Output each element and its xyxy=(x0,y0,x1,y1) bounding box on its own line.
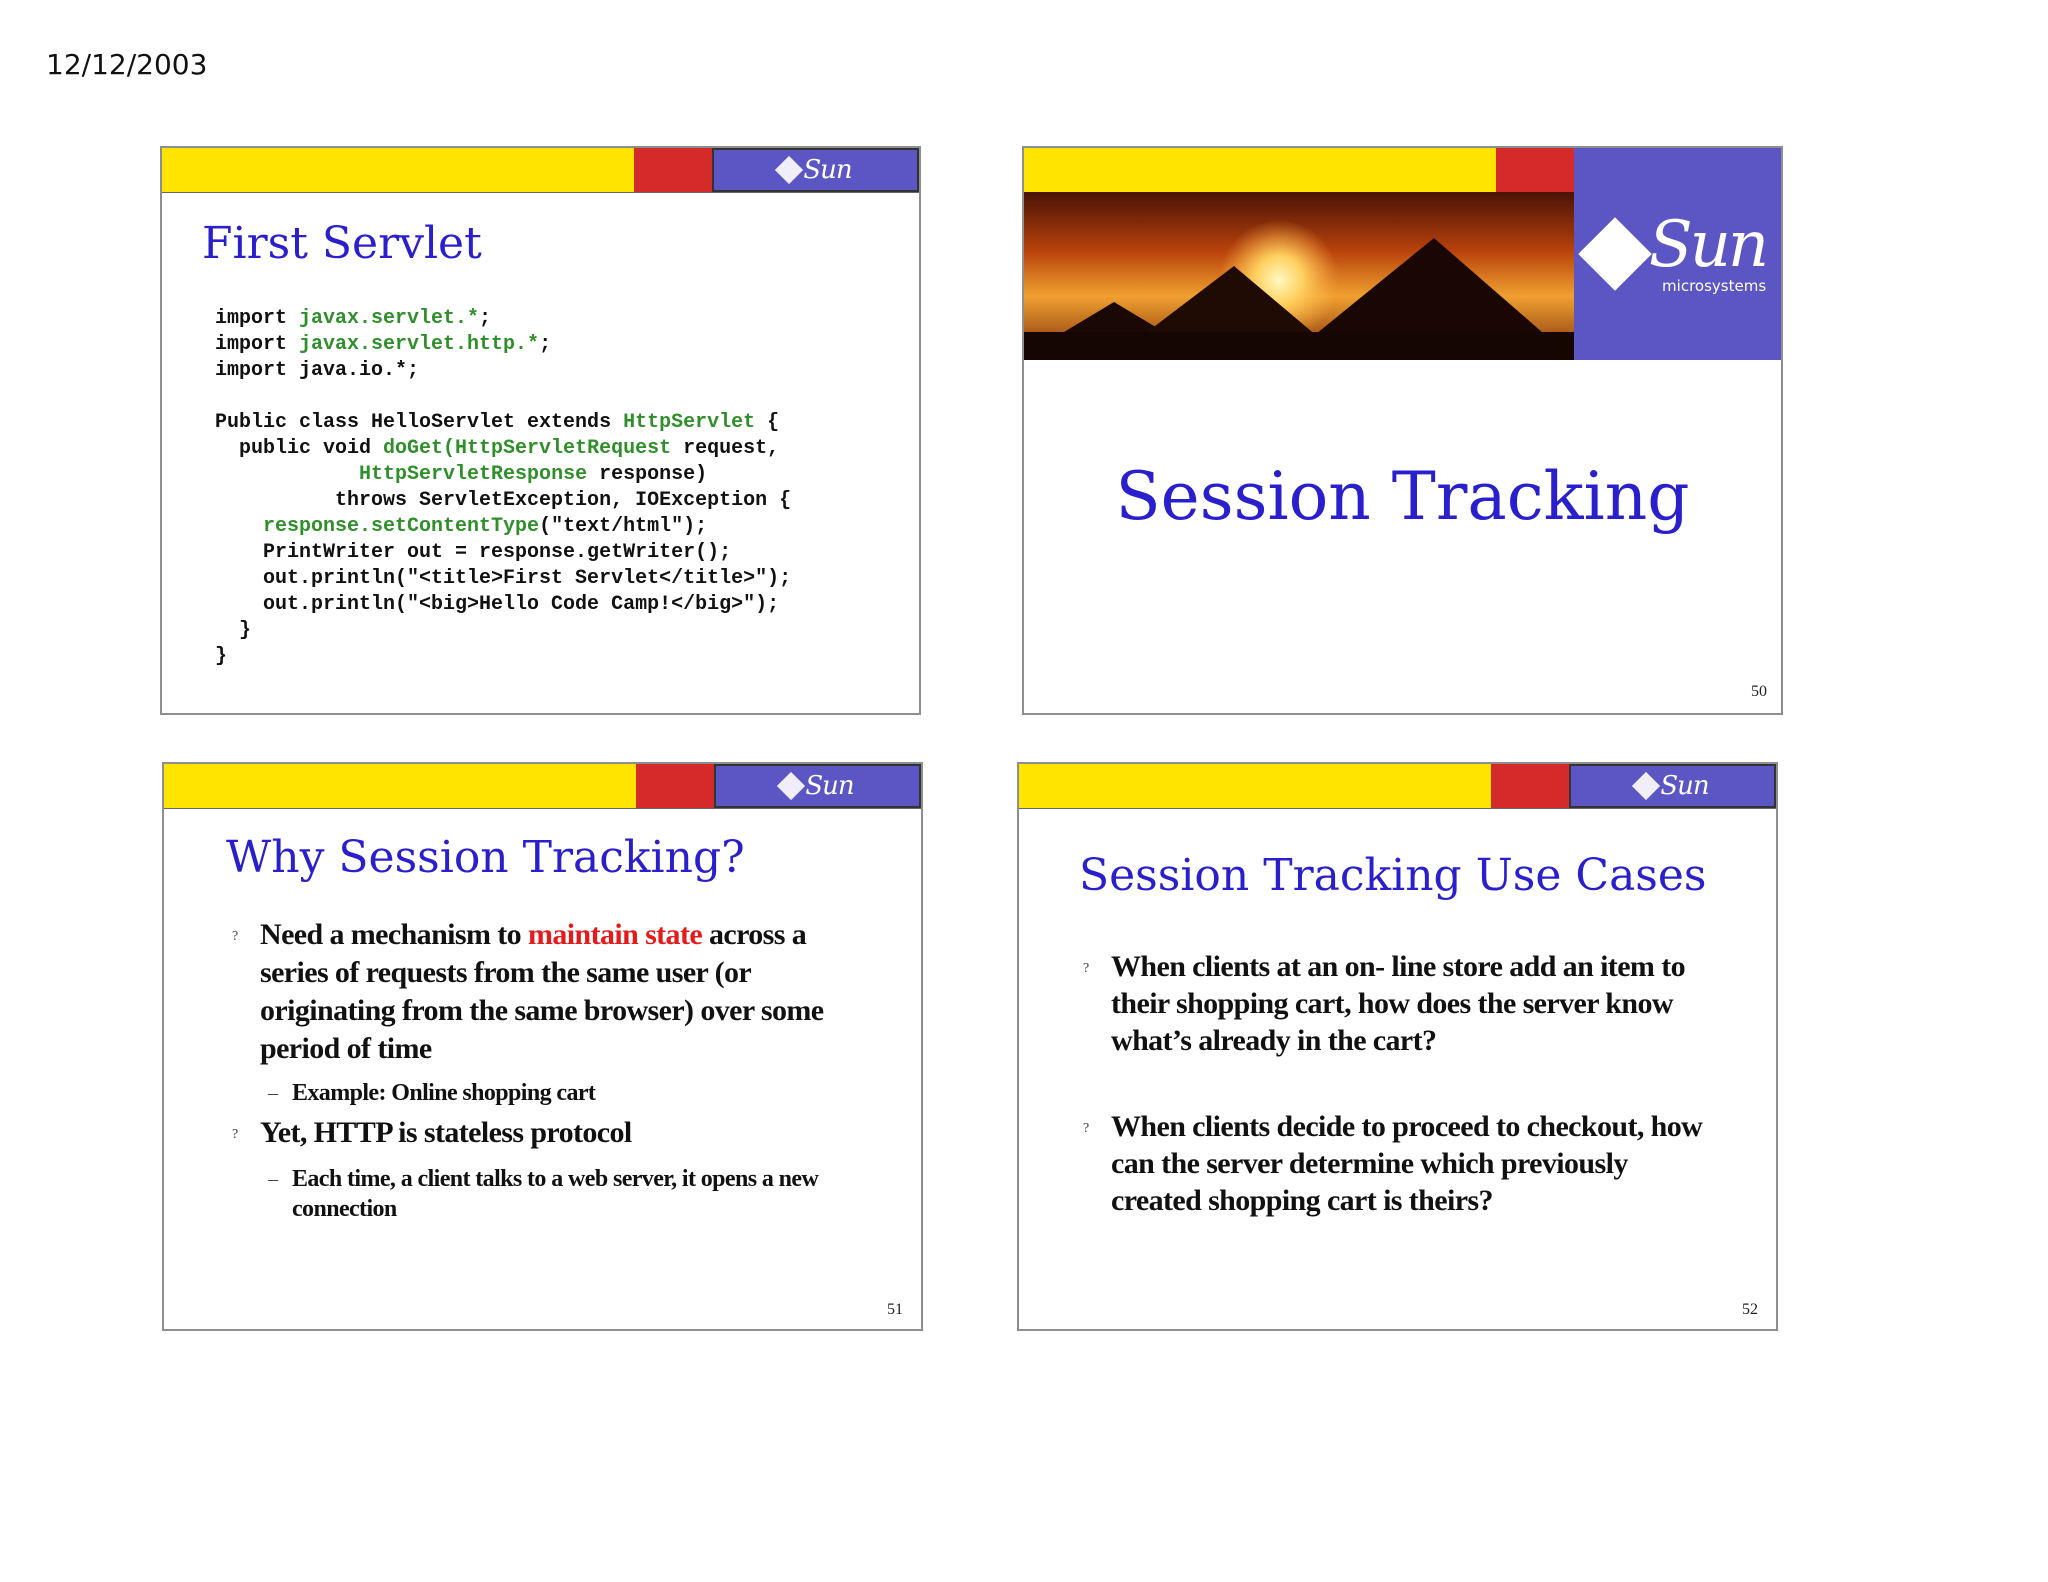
slide-title: Why Session Tracking? xyxy=(226,832,745,883)
highlight-text: maintain state xyxy=(527,918,703,951)
sun-logo-icon: Sun xyxy=(1636,771,1708,801)
slide-header-bar xyxy=(1019,764,1776,809)
page-number: 52 xyxy=(1742,1301,1758,1318)
slide-use-cases xyxy=(1017,762,1778,1331)
slide-title: Session Tracking xyxy=(1115,458,1690,535)
header-date: 12/12/2003 xyxy=(46,48,208,81)
code-line: PrintWriter out = response.getWriter(); xyxy=(215,541,732,564)
code-line: out.println("<big>Hello Code Camp!</big>"); xyxy=(215,593,780,616)
code-line: } xyxy=(215,619,252,642)
slide-first-servlet xyxy=(160,146,921,715)
slide-why-session-tracking xyxy=(162,762,923,1331)
bullet-maintain-state: ? Need a mechanism to maintain state across a series of requests from the same user (or originating from the same browser) over some period of time xyxy=(232,918,824,1065)
code-line: response.setContentType("text/html"); xyxy=(263,515,708,538)
pyramids-sunset-image xyxy=(1024,192,1574,360)
bullet-marker: ? xyxy=(1083,1121,1089,1136)
bullet-marker: ? xyxy=(232,929,238,944)
sun-logo-icon xyxy=(1578,217,1652,291)
bullet-checkout: ? When clients decide to proceed to checkout, how can the server determine which previously created shopping cart is theirs? xyxy=(1083,1110,1703,1217)
slide-title: First Servlet xyxy=(202,218,482,269)
slide-session-tracking xyxy=(1022,146,1783,715)
slide-title: Session Tracking Use Cases xyxy=(1079,850,1707,901)
code-line: import javax.servlet.*; xyxy=(215,307,492,330)
code-block xyxy=(215,306,791,670)
sub-bullet-connection: – Each time, a client talks to a web server, it opens a new connection xyxy=(268,1166,819,1222)
code-line: public void doGet(HttpServletRequest request, xyxy=(215,437,780,460)
sub-bullet-example: – Example: Online shopping cart xyxy=(268,1080,596,1106)
code-line: } xyxy=(215,645,228,668)
page-number: 50 xyxy=(1751,683,1767,700)
sun-logo-icon: Sun xyxy=(779,155,851,185)
code-line: import java.io.*; xyxy=(215,359,420,382)
sun-wordmark: Sun xyxy=(1648,208,1767,282)
code-line: HttpServletResponse response) xyxy=(359,463,708,486)
code-line: import javax.servlet.http.*; xyxy=(215,333,552,356)
microsystems-text: microsystems xyxy=(1662,277,1767,295)
slide-header-bar xyxy=(164,764,921,809)
page-number: 51 xyxy=(887,1301,903,1318)
code-line: Public class HelloServlet extends HttpServlet { xyxy=(215,411,780,434)
sun-microsystems-logo xyxy=(1574,148,1781,360)
bullet-marker: ? xyxy=(1083,961,1089,976)
slide-header-bar xyxy=(162,148,919,193)
sun-logo-icon: Sun xyxy=(781,771,853,801)
code-line: out.println("<title>First Servlet</title>"); xyxy=(215,567,792,590)
bullet-stateless: ? Yet, HTTP is stateless protocol xyxy=(260,1114,860,1152)
bullet-marker: ? xyxy=(232,1127,238,1142)
code-line: throws ServletException, IOException { xyxy=(215,489,792,512)
bullet-cart-contents: ? When clients at an on- line store add an item to their shopping cart, how does the server know what’s already in the cart? xyxy=(1083,950,1685,1057)
